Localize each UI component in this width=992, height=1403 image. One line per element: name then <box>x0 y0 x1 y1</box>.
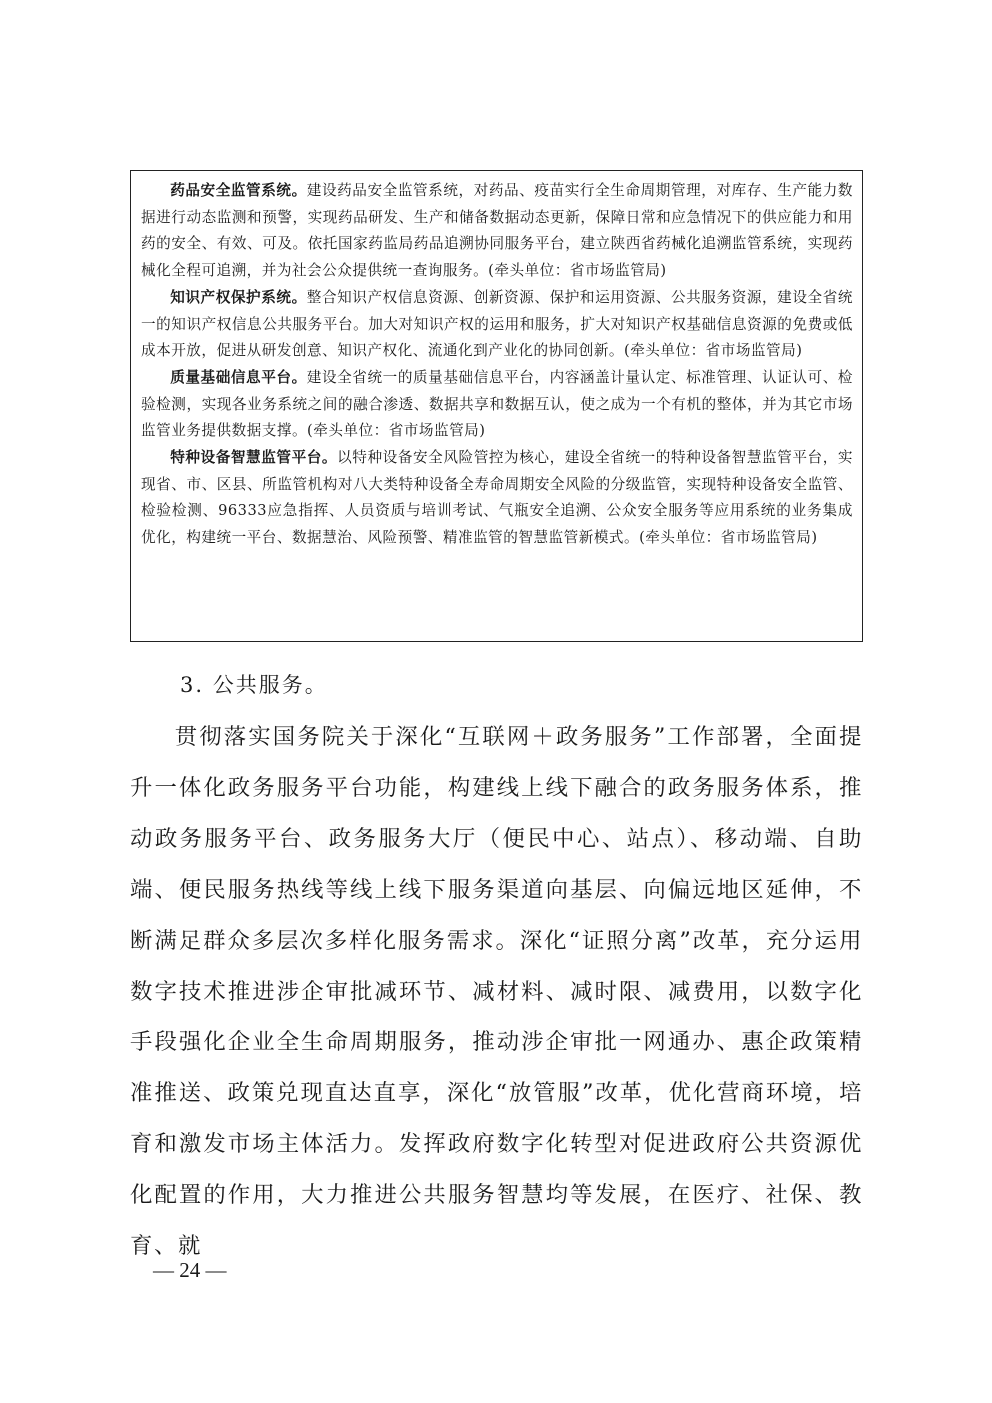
box-paragraph-quality-info <box>141 365 853 445</box>
paragraph-title: 特种设备智慧监管平台。 <box>170 449 338 467</box>
project-box <box>130 170 863 642</box>
page-number: — 24 — <box>153 1258 227 1282</box>
paragraph-text: 以特种设备安全风险管控为核心，建设全省统一的特种设备智慧监管平台，实现省、市、区县、所监管机构对八大类特种设备全寿命周期安全风险的分级监管，实现特种设备安全监管、检验检测、96333应急指挥、人员资质与培训考试、气瓶安全追溯、公众安全服务等应用系统的业务集成优化，构建统一平台、数据慧治、风险预警、精准监管的智慧监管新模式。(牵头单位：省市场监管局) <box>141 449 853 547</box>
section-heading: 3. 公共服务。 <box>180 673 328 697</box>
section-body: 贯彻落实国务院关于深化“互联网＋政务服务”工作部署，全面提升一体化政务服务平台功能，构建线上线下融合的政务服务体系，推动政务服务平台、政务服务大厅（便民中心、站点）、移动端、自助端、便民服务热线等线上线下服务渠道向基层、向偏远地区延伸，不断满足群众多层次多样化服务需求。深化“证照分离”改革，充分运用数字技术推进涉企审批减环节、减材料、减时限、减费用，以数字化手段强化企业全生命周期服务，推动涉企审批一网通办、惠企政策精准推送、政策兑现直达直享，深化“放管服”改革，优化营商环境，培育和激发市场主体活力。发挥政府数字化转型对促进政府公共资源优化配置的作用，大力推进公共服务智慧均等发展，在医疗、社保、教育、就 <box>130 724 863 1260</box>
paragraph-title: 药品安全监管系统。 <box>170 182 307 199</box>
paragraph-text: 整合知识产权信息资源、创新资源、保护和运用资源、公共服务资源，建设全省统一的知识产权信息公共服务平台。加大对知识产权的运用和服务，扩大对知识产权基础信息资源的免费或低成本开放，促进从研发创意、知识产权化、流通化到产业化的协同创新。(牵头单位：省市场监管局) <box>141 288 853 360</box>
box-paragraph-drug-safety <box>141 178 853 285</box>
paragraph-title: 知识产权保护系统。 <box>170 288 307 306</box>
paragraph-title: 质量基础信息平台。 <box>170 368 307 386</box>
paragraph-text: 建设全省统一的质量基础信息平台，内容涵盖计量认定、标准管理、认证认可、检验检测，实现各业务系统之间的融合渗透、数据共享和数据互认，使之成为一个有机的整体，并为其它市场监管业务提供数据支撑。(牵头单位：省市场监管局) <box>141 368 853 440</box>
paragraph-text: 建设药品安全监管系统，对药品、疫苗实行全生命周期管理，对库存、生产能力数据进行动态监测和预警，实现药品研发、生产和储备数据动态更新，保障日常和应急情况下的供应能力和用药的安全、有效、可及。依托国家药监局药品追溯协同服务平台，建立陕西省药械化追溯监管系统，实现药械化全程可追溯，并为社会公众提供统一查询服务。(牵头单位：省市场监管局) <box>141 182 853 280</box>
box-paragraph-special-equipment <box>141 445 853 552</box>
box-paragraph-ip-protection <box>141 285 853 365</box>
